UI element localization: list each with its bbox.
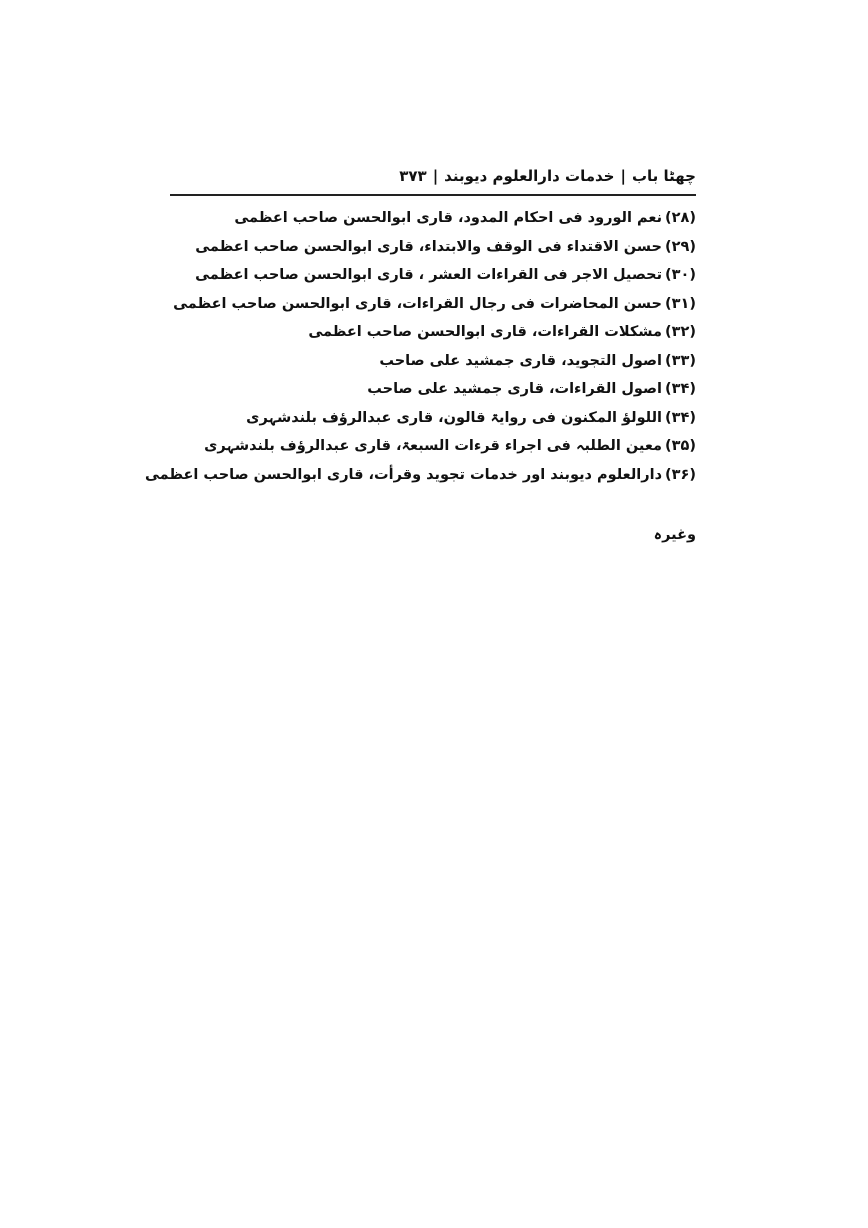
chapter-label: چھٹا باب — [631, 167, 696, 185]
item-number: (۳۵) — [665, 438, 696, 454]
list-item — [234, 204, 696, 233]
list-item — [195, 233, 696, 262]
book-title: خدمات دارالعلوم دیوبند — [444, 167, 615, 185]
book-list — [144, 204, 696, 489]
page-number: ۳۷۳ — [399, 167, 427, 185]
list-item — [246, 404, 696, 433]
item-text: دارالعلوم دیوبند اور خدمات تجوید وقرأت، قاری ابوالحسن صاحب اعظمی — [144, 466, 663, 483]
item-text: مشکلات القراءات، قاری ابوالحسن صاحب اعظمی — [308, 324, 663, 340]
item-text: حسن الاقتداء فی الوقف والابتداء، قاری ابوالحسن صاحب اعظمی — [195, 238, 663, 255]
item-text: معین الطلبہ فی اجراء قرءات السبعۃ، قاری عبدالرؤف بلندشہری — [204, 438, 663, 454]
closing-word: وغیرہ — [653, 527, 696, 543]
item-number: (۲۸) — [665, 210, 696, 226]
list-item — [144, 461, 696, 490]
header-separator: | — [620, 167, 626, 185]
running-header — [170, 160, 696, 192]
header-separator: | — [432, 167, 439, 185]
list-item — [204, 432, 696, 461]
item-text: تحصیل الاجر فی القراءات العشر ، قاری ابوالحسن صاحب اعظمی — [195, 267, 663, 283]
list-item — [300, 347, 696, 376]
list-item — [300, 375, 696, 404]
list-item — [173, 290, 696, 319]
item-text: اصول القراءات، قاری جمشید علی صاحب — [367, 381, 663, 397]
item-number: (۳۴) — [665, 409, 696, 426]
list-item — [195, 261, 696, 290]
header-rule — [170, 194, 696, 196]
item-number: (۲۹) — [665, 238, 696, 255]
item-number: (۳۳) — [665, 352, 696, 369]
item-number: (۳۱) — [665, 295, 696, 312]
item-text: حسن المحاضرات فی رجال القراءات، قاری ابوالحسن صاحب اعظمی — [173, 295, 663, 312]
item-number: (۳۲) — [665, 324, 696, 340]
list-item — [300, 318, 696, 347]
item-text: اللولؤ المکنون فی روایۃ قالون، قاری عبدالرؤف بلندشہری — [246, 409, 663, 426]
item-number: (۳۶) — [665, 466, 696, 483]
item-number: (۳۰) — [665, 267, 696, 283]
item-number: (۳۴) — [665, 381, 696, 397]
item-text: نعم الورود فی احکام المدود، قاری ابوالحسن صاحب اعظمی — [234, 210, 663, 226]
item-text: اصول التجوید، قاری جمشید علی صاحب — [379, 352, 663, 369]
